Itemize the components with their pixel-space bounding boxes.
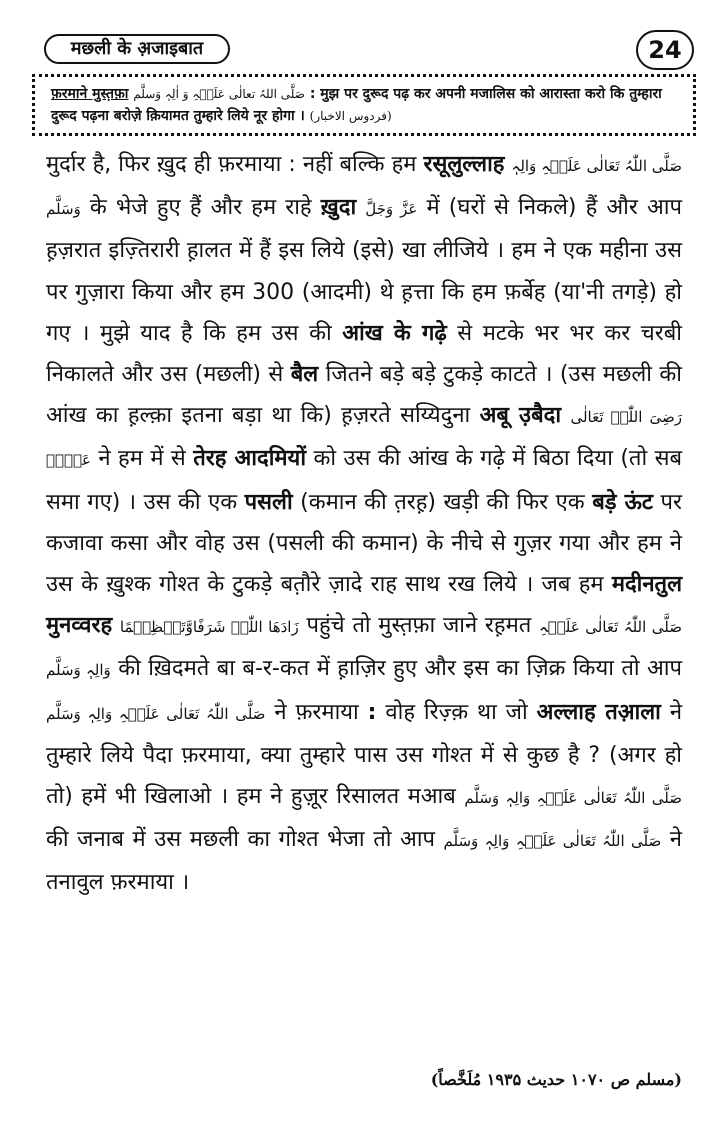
text-segment: की ख़िदमते बा ब-र-कत में ह़ाज़िर हुए और इस का ज़िक्र किया तो आप [118,656,682,682]
text-segment: ने हम में से [98,446,186,472]
arabic-salutation: صَلَّی اللّٰہُ تَعَالٰی عَلَیۡہِ وَالِہٖ وَسَلَّم [464,789,682,808]
arabic-salutation: صَلَّی اللّٰہُ تَعَالٰی عَلَیۡہِ وَالِہٖ وَسَلَّم [46,618,682,680]
hadith-text: : मुझ पर दुरूद पढ़ कर अपनी मजालिस को आरास्ता करो कि तुम्हारा दुरूद पढ़ना बरोज़े क़ियामत तुम्हारे लिये नूर होगा । [51,86,662,124]
book-title: मछली के अ़जाइबात [44,34,230,64]
bold-term: बड़े ऊंट [592,489,654,515]
text-segment: पहुंचे तो मुस्त़फ़ा जाने रह़मत [306,613,532,639]
text-segment: ने तनावुल फ़रमाया । [46,827,682,896]
bold-term: ख़ुदा [320,195,357,221]
hadith-lead: फ़रमाने मुस्त़फ़ा [51,86,129,102]
text-segment: को उस की आंख के गढ़े में बिठा दिया (तो सब समा गए) । उस की एक [46,446,683,515]
bold-term: मदीनतुल मुनव्वरह [46,572,683,639]
text-segment: पर कजावा कसा और वोह उस (पसली की कमान) के नीचे से गुज़र गया और हम ने उस के ख़ुश्क गोश्त के टुकड़े बत़ौरे ज़ादे राह साथ रख लिये । जब हम [46,489,683,598]
source-citation: (مسلم ص ۱۰۷۰ حدیث ۱۹۳۵ مُلَخَّصاً) [430,1070,682,1089]
text-segment: ने फ़रमाया [274,699,359,725]
bold-term: बैल [290,362,319,388]
bold-colon: : [367,699,377,725]
arabic-salutation: زَادَھَا اللّٰہُ شَرَفًاوَّتَعۡظِیۡمًا [119,618,299,637]
hadith-source: (فردوس الاخبار) [309,109,392,123]
text-segment: मुर्दार है, फिर ख़ुद ही फ़रमाया : नहीं बल्कि हम [46,152,417,177]
page-number: 24 [636,30,694,70]
arabic-salutation: عَزَّ وَجَلَّ [365,200,418,219]
arabic-salutation: صَلَّی اللّٰہُ تَعَالٰی عَلَیۡہِ وَالِہٖ وَسَلَّم [46,704,266,723]
hadith-box [32,74,696,136]
bold-term: रसूलुल्लाह [423,152,505,177]
text-segment: जितने बड़े बड़े टुकड़े काटते । (उस मछली की आंख का ह़ल्क़ा इतना बड़ा था कि) ह़ज़रते सय्यिदुना [46,362,683,429]
text-segment: के भेजे हुए हैं और हम राहे [89,195,312,221]
bold-term: अबू उ़बैदा [479,403,562,429]
text-segment: (कमान की त़रह़) खड़ी की फिर एक [300,489,585,515]
bold-term: पसली [244,489,293,515]
arabic-salutation: صَلَّی اللّٰہُ تَعَالٰی عَلَیۡہِ وَالِہٖ وَسَلَّم [443,832,662,851]
text-segment: की जनाब में उस मछली का गोश्त भेजा तो आप [46,827,435,853]
arabic-salutation: رَضِیَ اللّٰہُ تَعَالٰی عَنۡہُ [46,408,682,470]
text-segment: ने तुम्हारे लिये पैदा फ़रमाया, क्या तुम्हारे पास उस गोश्त में से कुछ है ? (अगर हो तो) हमें भी खिलाओ । हम ने हुज़ूर रिसालत मआब [46,699,683,810]
bold-term: तेरह आदमियों [193,446,307,472]
main-text [46,144,682,904]
text-segment: से मटके भर भर कर चरबी निकालते और उस (मछली) से [46,320,683,388]
text-segment: वोह रिज़्क़ था जो [385,699,528,725]
bold-term: अल्लाह तआ़ला [536,699,661,725]
salutation-arabic: صَلَّی اللہُ تعالٰی عَلَیۡہِ وَ اٰلِہٖ وَسلَّم [133,87,305,101]
arabic-salutation: صَلَّی اللّٰہُ تَعَالٰی عَلَیۡہِ وَالِہٖ وَسَلَّم [46,157,682,219]
text-segment: में (घरों से निकले) हैं और आप ह़ज़रात इज़्तिरारी ह़ालत में हैं इस लिये (इसे) खा लीजिये । हम ने एक महीना उस पर गुज़ारा किया और हम 300 (आदमी) थे ह़त्ता कि हम फ़र्बेह (या'नी तगड़े) हो गए । मुझे याद है कि हम उस की [46,195,683,346]
bold-term: आंख के गढ़े [342,320,447,346]
